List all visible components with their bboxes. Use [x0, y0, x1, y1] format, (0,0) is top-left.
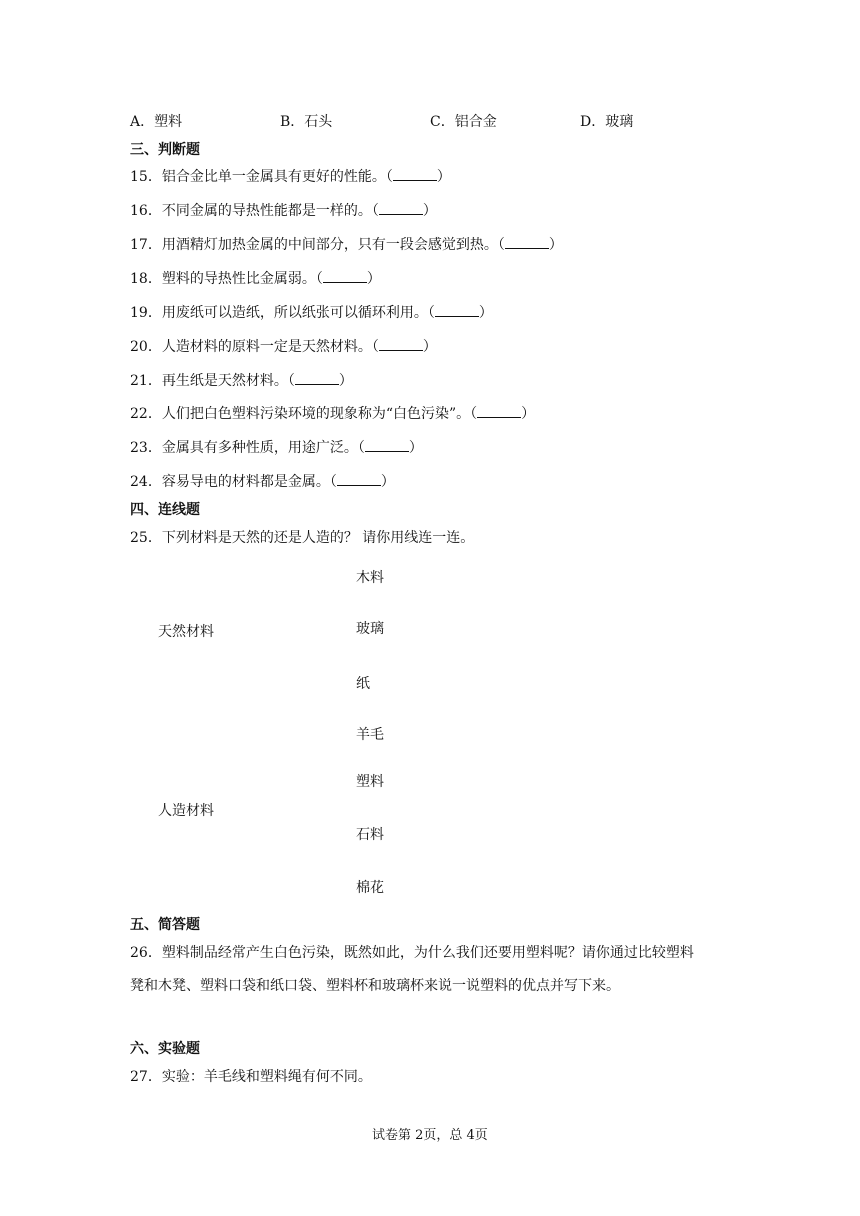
option-b: B．石头	[280, 114, 333, 130]
question-number: 20．	[130, 339, 162, 355]
question-17: 17．用酒精灯加热金属的中间部分，只有一段会感觉到热。（ ）	[130, 237, 563, 253]
question-number: 19．	[130, 305, 162, 321]
answer-blank[interactable]	[435, 304, 479, 317]
answer-blank[interactable]	[295, 372, 339, 385]
question-26	[130, 944, 694, 962]
match-left-artificial[interactable]: 人造材料	[158, 803, 214, 819]
question-text: 铝合金比单一金属具有更好的性能。	[161, 169, 386, 185]
answer-blank[interactable]	[323, 270, 367, 283]
question-19: 19．用废纸可以造纸，所以纸张可以循环利用。（ ）	[130, 305, 493, 321]
question-text: 金属具有多种性质，用途广泛。	[161, 440, 358, 456]
section-heading-judge: 三、判断题	[130, 142, 200, 158]
answer-blank[interactable]	[365, 439, 409, 452]
question-text: 再生纸是天然材料。	[161, 373, 288, 389]
question-number: 18．	[130, 271, 162, 287]
question-21: 21．再生纸是天然材料。（ ）	[130, 373, 353, 389]
question-number: 26．	[130, 945, 162, 961]
page-footer: 试卷第 2页，总 4页	[372, 1128, 488, 1143]
match-right-item[interactable]: 羊毛	[356, 727, 384, 743]
option-c: C．铝合金	[430, 114, 497, 130]
question-22: 22．人们把白色塑料污染环境的现象称为“白色污染”。（ ）	[130, 406, 536, 422]
match-right-item[interactable]: 石料	[356, 827, 384, 843]
question-text: 用酒精灯加热金属的中间部分，只有一段会感觉到热。	[161, 237, 498, 253]
question-25	[130, 529, 474, 547]
question-16: 16．不同金属的导热性能都是一样的。（ ）	[130, 203, 437, 219]
answer-blank[interactable]	[393, 168, 437, 181]
match-right-item[interactable]: 玻璃	[356, 621, 384, 637]
question-20: 20．人造材料的原料一定是天然材料。（ ）	[130, 339, 437, 355]
question-text: 人们把白色塑料污染环境的现象称为“白色污染”。	[161, 406, 471, 422]
section-heading-matching: 四、连线题	[130, 502, 200, 518]
question-26-continued: 凳和木凳、塑料口袋和纸口袋、塑料杯和玻璃杯来说一说塑料的优点并写下来。	[130, 978, 620, 994]
question-15: 15．铝合金比单一金属具有更好的性能。（ ）	[130, 169, 451, 185]
question-text: 实验：羊毛线和塑料绳有何不同。	[161, 1069, 372, 1085]
option-d: D．玻璃	[580, 114, 634, 130]
question-text: 下列材料是天然的还是人造的？ 请你用线连一连。	[161, 530, 475, 546]
question-number: 23．	[130, 440, 162, 456]
match-left-natural[interactable]: 天然材料	[158, 624, 214, 640]
match-right-item[interactable]: 塑料	[356, 774, 384, 790]
answer-blank[interactable]	[477, 405, 521, 418]
question-number: 15．	[130, 169, 162, 185]
question-number: 24．	[130, 474, 162, 490]
question-number: 16．	[130, 203, 162, 219]
question-number: 25．	[130, 530, 162, 546]
option-a: A．塑料	[130, 114, 183, 130]
question-number: 17．	[130, 237, 162, 253]
section-heading-short-answer: 五、简答题	[130, 917, 200, 933]
question-24: 24．容易导电的材料都是金属。（ ）	[130, 474, 395, 490]
question-text: 用废纸可以造纸，所以纸张可以循环利用。	[161, 305, 428, 321]
section-heading-experiment: 六、实验题	[130, 1041, 200, 1057]
question-text: 塑料制品经常产生白色污染，既然如此，为什么我们还要用塑料呢？请你通过比较塑料	[161, 945, 694, 961]
question-number: 22．	[130, 406, 162, 422]
question-23: 23．金属具有多种性质，用途广泛。（ ）	[130, 440, 423, 456]
answer-blank[interactable]	[505, 236, 549, 249]
question-text: 人造材料的原料一定是天然材料。	[161, 339, 372, 355]
question-text: 塑料的导热性比金属弱。	[161, 271, 316, 287]
match-right-item[interactable]: 纸	[356, 676, 370, 692]
question-text: 不同金属的导热性能都是一样的。	[161, 203, 372, 219]
match-right-item[interactable]: 棉花	[356, 880, 384, 896]
answer-blank[interactable]	[379, 202, 423, 215]
question-text: 容易导电的材料都是金属。	[161, 474, 330, 490]
question-18: 18．塑料的导热性比金属弱。（ ）	[130, 271, 381, 287]
question-number: 27．	[130, 1069, 162, 1085]
question-27	[130, 1068, 372, 1086]
question-number: 21．	[130, 373, 162, 389]
answer-blank[interactable]	[379, 338, 423, 351]
match-right-item[interactable]: 木料	[356, 570, 384, 586]
answer-blank[interactable]	[337, 473, 381, 486]
